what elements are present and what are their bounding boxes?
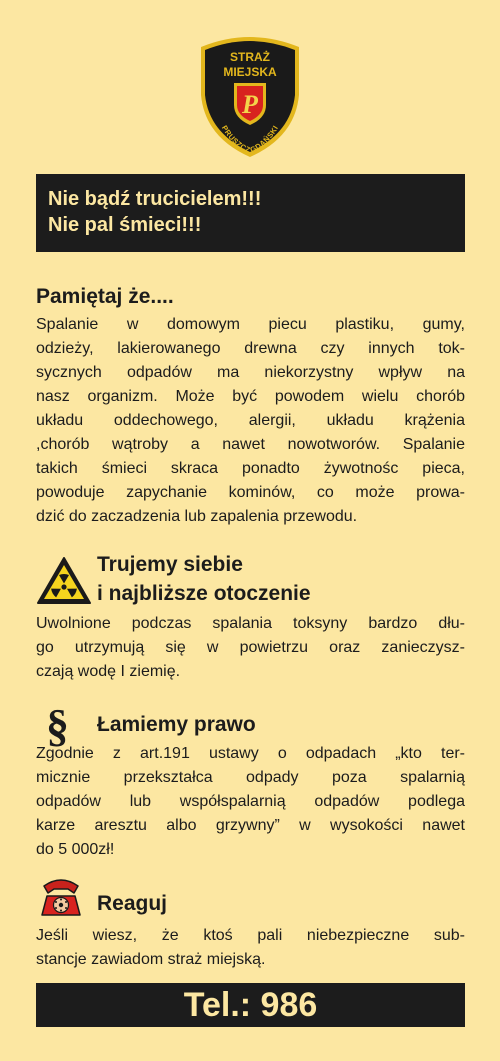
law-heading: Łamiemy prawo xyxy=(97,713,256,736)
poison-line: Uwolnione podczas spalania toksyny bardzo dłu- xyxy=(36,615,465,632)
remember-heading: Pamiętaj że.... xyxy=(36,285,174,308)
phone-number: Tel.: 986 xyxy=(183,986,318,1024)
crest-letter: P xyxy=(242,90,258,119)
react-paragraph xyxy=(36,924,465,972)
telephone-icon xyxy=(38,874,84,923)
law-paragraph xyxy=(36,742,465,862)
banner-line2: Nie pal śmieci!!! xyxy=(48,214,202,236)
logo-line1: STRAŻ xyxy=(230,50,270,64)
remember-line: ,chorób wątroby a nawet nowotworów. Spalanie xyxy=(36,436,465,453)
remember-paragraph xyxy=(36,313,465,529)
remember-line: powoduje zapychanie kominów, co może prowa- xyxy=(36,484,465,501)
poison-line: go utrzymują się w powietrzu oraz zanieczysz- xyxy=(36,639,465,656)
remember-line: nasz organizm. Może być powodem wielu chorób xyxy=(36,388,465,405)
law-line: karze aresztu albo grzywny” w wysokości nawet xyxy=(36,817,465,834)
poison-heading-line1: Trujemy siebie xyxy=(97,553,243,576)
remember-line: takich śmieci skraca ponadto żywotnośc pieca, xyxy=(36,460,465,477)
warning-banner xyxy=(36,174,465,252)
logo-line2: MIEJSKA xyxy=(223,65,277,79)
law-line: micznie przekształca odpady poza spalarnią xyxy=(36,769,465,786)
remember-line: układu oddechowego, alergii, układu krążenia xyxy=(36,412,465,429)
law-line: Zgodnie z art.191 ustawy o odpadach „kto ter- xyxy=(36,745,465,762)
poison-heading-line2: i najbliższe otoczenie xyxy=(97,582,311,605)
phone-bar xyxy=(36,983,465,1027)
react-line: Jeśli wiesz, że ktoś pali niebezpieczne sub- xyxy=(36,927,465,944)
react-heading: Reaguj xyxy=(97,892,168,915)
remember-line: odzieży, lakierowanego drewna czy innych tok- xyxy=(36,340,465,357)
remember-line: dzić do zaczadzenia lub zapalenia przewodu. xyxy=(36,508,358,525)
logo-bottom-text: PRUSZCZ GDAŃSKI xyxy=(219,123,281,156)
banner-line1: Nie bądź trucicielem!!! xyxy=(48,188,262,210)
remember-line: Spalanie w domowym piecu plastiku, gumy, xyxy=(36,316,465,333)
law-line: odpadów lub współspalarnią odpadów podlega xyxy=(36,793,465,810)
remember-line: sycznych odpadów ma niekorzystny wpływ na xyxy=(36,364,465,381)
law-line: do 5 000zł! xyxy=(36,841,115,858)
straz-miejska-logo xyxy=(195,33,305,158)
poison-paragraph xyxy=(36,612,465,684)
radiation-warning-icon xyxy=(36,556,92,611)
react-line: stancje zawiadom straż miejską. xyxy=(36,951,266,968)
section-sign-icon: § xyxy=(46,700,69,751)
poison-line: czają wodę I ziemię. xyxy=(36,663,181,680)
